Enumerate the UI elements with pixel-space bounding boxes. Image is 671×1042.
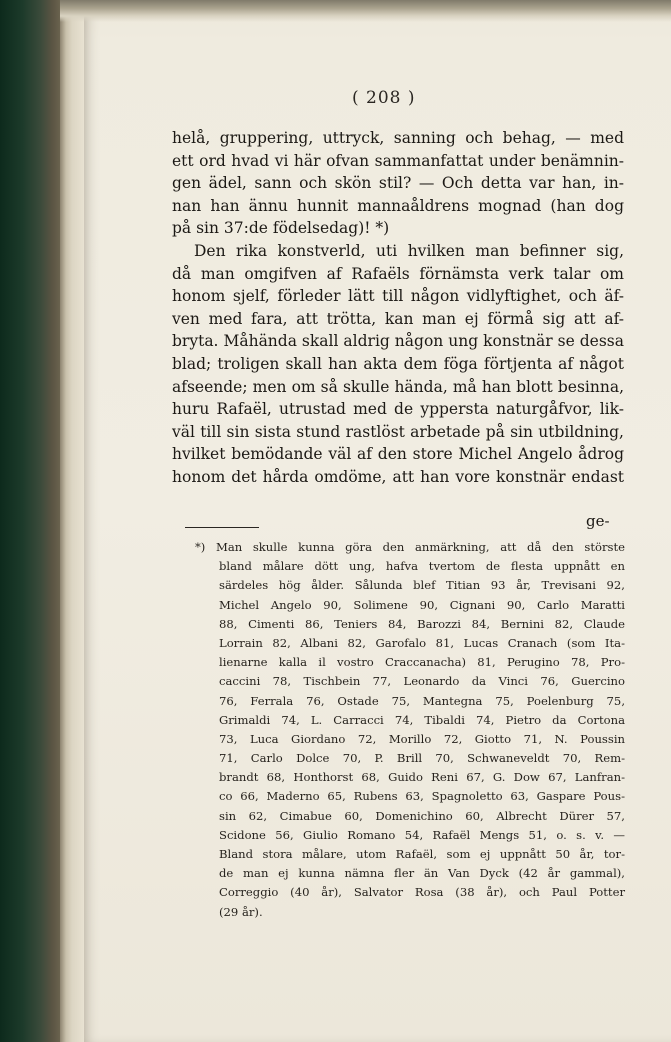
footnote-line: Correggio (40 år), Salvator Rosa (38 år), och Paul Potter	[219, 885, 625, 900]
footnote-line: Scidone 56, Giulio Romano 54, Rafaël Mengs 51, o. s. v. —	[219, 827, 625, 842]
footnote-line: 73, Luca Giordano 72, Morillo 72, Giotto 71, N. Poussin	[219, 731, 625, 746]
footnote-line: bland målare dött ung, hafva tvertom de flesta uppnått en	[219, 559, 625, 574]
text-line: honom sjelf, förleder lätt till någon vidlyftighet, och äf-	[172, 287, 624, 306]
footnote-line: Grimaldi 74, L. Carracci 74, Tibaldi 74, Pietro da Cortona	[219, 712, 625, 727]
footnote-line: de man ej kunna nämna fler än Van Dyck (42 år gammal),	[219, 866, 625, 881]
text-line: väl till sin sista stund rastlöst arbetade på sin utbildning,	[172, 422, 624, 441]
book-spine	[0, 0, 62, 1042]
footnote-line: (29 år).	[219, 904, 263, 919]
footnote-line: Bland stora målare, utom Rafaël, som ej uppnått 50 år, tor-	[219, 847, 625, 861]
text-line: helå, gruppering, uttryck, sanning och behag, — med	[172, 129, 624, 147]
page-number: ( 208 )	[352, 88, 416, 108]
text-line: afseende; men om så skulle hända, må han blott besinna,	[172, 377, 624, 396]
text-line: Den rika konstverld, uti hvilken man befinner sig,	[194, 241, 624, 260]
text-line: blad; troligen skall han akta dem föga förtjenta af något	[172, 354, 624, 373]
footnote-line: caccini 78, Tischbein 77, Leonardo da Vinci 76, Guercino	[219, 674, 625, 689]
page-edge	[60, 0, 84, 1042]
footnote-line: särdeles hög ålder. Sålunda blef Titian 93 år, Trevisani 92,	[219, 578, 625, 593]
footnote-line: 76, Ferrala 76, Ostade 75, Mantegna 75, Poelenburg 75,	[219, 693, 625, 708]
text-line: bryta. Måhända skall aldrig någon ung konstnär se dessa	[172, 332, 624, 351]
footnote-line: *) Man skulle kunna göra den anmärkning, att då den störste	[195, 540, 625, 554]
footnote	[195, 538, 625, 922]
text-line: ett ord hvad vi här ofvan sammanfattat under benämnin-	[172, 151, 624, 170]
main-text	[172, 127, 624, 489]
footnote-line: sin 62, Cimabue 60, Domenichino 60, Albrecht Dürer 57,	[219, 808, 625, 823]
page-number-value: 208	[366, 88, 402, 108]
page-top-edge	[60, 0, 671, 22]
text-line: då man omgifven af Rafaëls förnämsta verk talar om	[172, 264, 624, 283]
footnote-line: lienarne kalla il vostro Craccanacha) 81, Perugino 78, Pro-	[219, 655, 625, 670]
text-line: gen ädel, sann och skön stil? — Och detta var han, in-	[172, 174, 624, 193]
footnote-line: brandt 68, Honthorst 68, Guido Reni 67, G. Dow 67, Lanfran-	[219, 770, 625, 785]
catchword: ge-	[586, 512, 610, 530]
footnote-line: Michel Angelo 90, Solimene 90, Cignani 90, Carlo Maratti	[219, 597, 625, 612]
footnote-line: co 66, Maderno 65, Rubens 63, Spagnoletto 63, Gaspare Pous-	[219, 789, 625, 804]
text-line: nan han ännu hunnit mannaåldrens mognad (han dog	[172, 196, 624, 215]
text-line: huru Rafaël, utrustad med de yppersta naturgåfvor, lik-	[172, 400, 624, 419]
footnote-rule	[185, 527, 259, 528]
text-line: ven med fara, att trötta, kan man ej förmå sig att af-	[172, 309, 624, 328]
text-line: honom det hårda omdöme, att han vore konstnär endast	[172, 467, 624, 486]
footnote-line: 71, Carlo Dolce 70, P. Brill 70, Schwaneveldt 70, Rem-	[219, 751, 625, 766]
text-line: på sin 37:de födelsedag)! *)	[172, 219, 390, 238]
text-line: hvilket bemödande väl af den store Michel Angelo ådrog	[172, 445, 624, 464]
footnote-line: Lorrain 82, Albani 82, Garofalo 81, Lucas Cranach (som Ita-	[219, 635, 625, 650]
footnote-line: 88, Cimenti 86, Teniers 84, Barozzi 84, Bernini 82, Claude	[219, 616, 625, 631]
